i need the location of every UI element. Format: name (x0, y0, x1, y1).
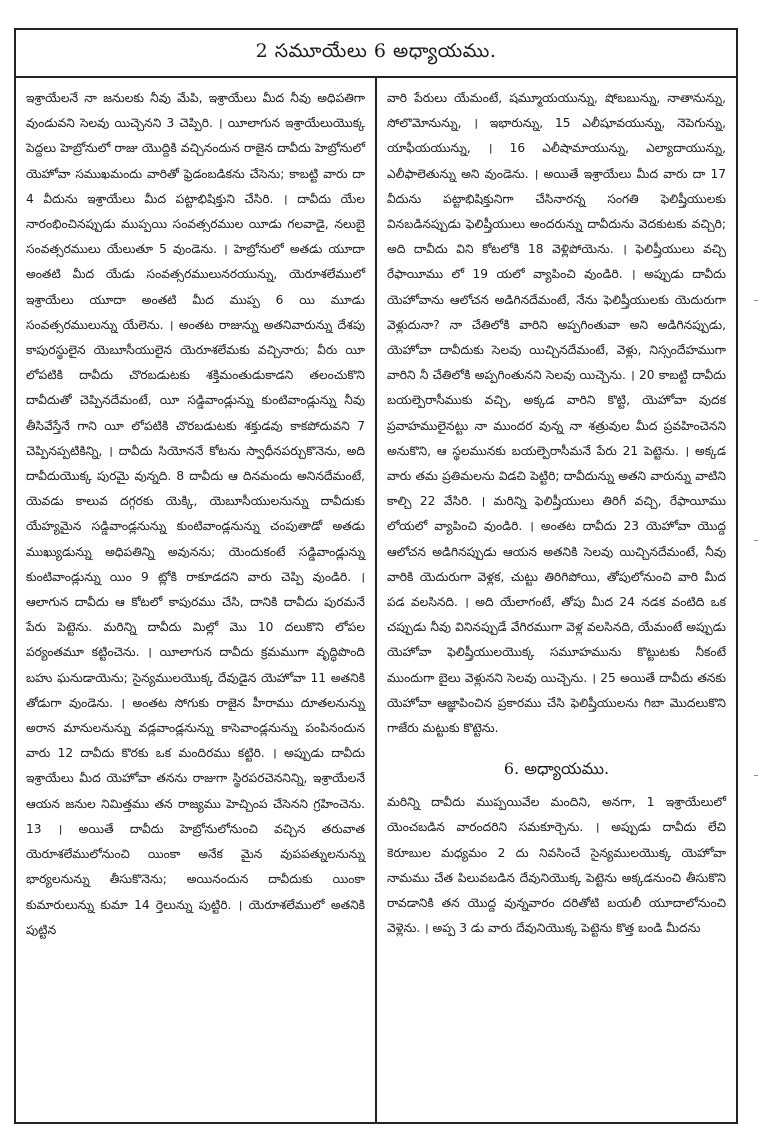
margin-mark (754, 540, 758, 541)
right-column-text: వారి పేరులు యేమంటే, షమ్మూయయున్ను, షోబబున్ను, నాతానున్ను, సోలొమోనున్ను, । ఇభారున్ను, 15 ఎలీషూవయున్ను, నెపెగున్ను, యాఫీయయున్ను, । 16 ఎలీషామాయున్ను, ఎల్యాదాయున్ను, ఎలీఫాలెతున్ను అని వుండెను. । అయితే ఇశ్రాయేలు మీద వారు దా 17 వీదును పట్టాభిషిక్తునిగా చేసినారన్న సంగతి ఫెలిష్తీయులకు వినబడినప్పుడు ఫెలిష్తీయులు అందరున్ను దావీదును వెదకుటకు వచ్చిరి; అది దావీదు విని కోటలోకి 18 వెళ్లిపోయెను. । ఫెలిష్తీయులు వచ్చి రేఫాయీము లో 19 యలో వ్యాపించి వుండిరి. । అప్పుడు దావీదు యెహోవాను ఆలోచన అడిగినదేమంటే, నేను ఫెలిష్తీయులకు యెదురుగా వెళ్లుదునా? నా చేతిలోకి వారిని అప్పగింతువా అని అడిగినప్పుడు, యెహోవా దావీదుకు సెలవు యిచ్చినదేమంటే, వెళ్లు, నిస్సందేహముగా వారిని నీ చేతిలోకి అప్పగింతునని సెలవు యిచ్చెను. । 20 కాబట్టి దావీదు బయల్పెరాసీముకు వచ్చి, అక్కడ వారిని కొట్టి, యెహోవా వుదక ప్రవాహములైనట్టు నా ముందర వున్న నా శత్రువుల మీద ప్రవహించెనని అనుకొని, ఆ స్థలమునకు బయల్పెరాసీమనే పేరు 21 పెట్టెను. । అక్కడ వారు తమ ప్రతిమలను విడచి పెట్టిరి; దావీదున్ను అతని వారున్ను వాటిని కాల్చి 22 వేసిరి. । మరిన్ని ఫెలిష్తీయులు తిరిగీ వచ్చి, రేఫాయీము లోయలో వ్యాపించి వుండిరి. । అంతట దావీదు 23 యెహోవా యొద్ద ఆలోచన అడిగినప్పుడు ఆయన అతనికి సెలవు యిచ్చినదేమంటే, నీవు వారికి యెదురుగా వెళ్లక, చుట్టు తిరిగిపోయి, తోపులోనుంచి వారి మీద పడ వలసినది. । అది యేలాగంటే, తోపు మీద 24 నడక వంటిది ఒక చప్పుడు నీవు వినినప్పుడే వేగిరముగా వెళ్ల వలసినది, యేమంటే అప్పుడు యెహోవా ఫెలిష్తీయులయొక్క సమూహమును కొట్టుటకు నీకంటే ముందుగా బైలు వెళ్లునని సెలవు యిచ్చెను. । 25 అయితే దావీదు తనకు యెహోవా ఆజ్ఞాపించిన ప్రకారము చేసి ఫెలిష్తీయులను గిబా మొదలుకొని గాజేరు మట్టుకు కొట్టెను. (387, 91, 726, 736)
page-header (16, 30, 736, 78)
page-title: 2 సమూయేలు 6 అధ్యాయము. (255, 39, 497, 62)
margin-mark (754, 775, 758, 776)
margin-mark (754, 300, 758, 301)
chapter-opening-text: మరిన్ని దావీదు ముప్పయివేల మందిని, అనగా, 1 ఇశ్రాయేలులో యెంచబడిన వారందరిని సమకూర్చెను. । అప్పుడు దావీదు లేచి కెరూబుల మధ్యమం 2 దు నివసించే సైన్యములయొక్క యెహోవా నామము చేత పిలువబడిన దేవునియొక్క పెట్టెను అక్కడనుంచి తీసుకొని రావడానికి తన యొద్ద వున్నవారం దరితోటి బయలీ యూదాలోనుంచి వెళ్లెను. । అప్ప 3 డు వారు దేవునియొక్క పెట్టెను కొత్త బండి మీదను (387, 795, 726, 936)
page-frame (14, 28, 738, 1124)
two-column-body (16, 78, 736, 1122)
left-column-text: ఇశ్రాయేలనే నా జనులకు నీవు మేపి, ఇశ్రాయేలు మీద నీవు అధిపతిగా వుండువని సెలవు యిచ్చెనని 3 చెప్పిరి. । యీలాగున ఇశ్రాయేలుయొక్క పెద్దలు హెబ్రోనులో రాజు యొద్దికి వచ్చినందున రాజైన దావీదు హెబ్రోనులో యెహోవా సముఖమందు వారితో ఫ్రెడంబడికను చేసెను; కాబట్టి వారు దా 4 వీదును ఇశ్రాయేలు మీద పట్టాభిషిక్తుని చేసిరి. । దావీదు యేల నారంభించినప్పుడు ముప్పయి సంవత్సరముల యీడు గలవాడై, నలుబై సంవత్సరములు యేలుతూ 5 వుండెను. । హెబ్రోనులో అతడు యూదా అంతటి మీద యేడు సంవత్సరములునరయున్ను, యెరూశలేములో ఇశ్రాయేలు యూదా అంతటి మీద ముప్ప 6 యి మూడు సంవత్సరములున్ను యేలెను. । అంతట రాజున్ను అతనివారున్ను దేశపు కాపురస్థులైన యెబూసీయులైన యెరూశలేమకు వచ్చినారు; వీరు యీ లోపటికి దావీదు చొరబడుటకు శక్తిమంతుడుకాడని తలంచుకొని దావీదుతో చెప్పినదేమంటే, యీ సడ్డివాండ్లున్ను కుంటివాండ్లున్ను నీవు తీసివేస్తేనే గాని యీ లోపటికి చొరబడుటకు శక్తుడవు కాకపోదువని 7 చెప్పినప్పటికిన్ని, । దావీదు సియోననే కోటను స్వాధీనపర్చుకొనెను, అది దావీదుయొక్క పురమై వున్నది. 8 దావీదు ఆ దినమందు అనినదేమంటే, యెవడు కాలువ దగ్గరకు యెక్కి, యెబూసీయులనున్ను దావీదుకు యేహ్యమైన సడ్డివాండ్లనున్ను కుంటివాండ్లనున్ను చంపుతాడో అతడు ముఖ్యుడున్ను అధిపతిన్ని అవునను; యెందుకంటే సడ్డివాండ్లున్ను కుంటివాండ్లున్ను యిం 9 ట్లోకి రాకూడదని వారు చెప్పి వుండిరి. । ఆలాగున దావీదు ఆ కోటలో కాపురము చేసి, దానికి దావీదు పురమనే పేరు పెట్టెను. మరిన్ని దావీదు మిల్లో మొ 10 దలుకొని లోపల పర్యంతమూ కట్టించెను. । యీలాగున దావీదు క్రమముగా వృద్ధిపొంది బహు ఘనుడాయెను; సైన్యములయొక్క దేవుడైన యెహోవా 11 అతనికి తోడుగా వుండెను. । అంతట సోగుకు రాజైన హీరాము దూతలనున్ను అరాన మానులనున్ను వడ్లవాండ్లనున్ను కాసెవాండ్లనున్ను పంపినందున వారు 12 దావీదు కొరకు ఒక మందిరము కట్టిరి. । అప్పుడు దావీదు ఇశ్రాయేలు మీద యెహోవా తనను రాజుగా స్థిరపరచెననిన్ని, ఇశ్రాయేలనే ఆయన జనుల నిమిత్తము తన రాజ్యము హెచ్చింప చేసెనని గ్రహించెను. 13 । అయితే దావీదు హెబ్రోనులోనుంచి వచ్చిన తరువాత యెరూశలేములోనుంచి యింకా అనేక మైన వుపపత్నులనున్ను భార్యలనున్ను తీసుకొనెను; అయినందున దావీదుకు యింకా కుమారులున్ను కుమా 14 ర్తెలున్ను పుట్టిరి. । యెరూశలేములో అతనికి పుట్టిన (26, 91, 365, 937)
right-column (377, 78, 736, 1122)
left-column (16, 78, 377, 1122)
chapter-heading: 6. అధ్యాయము. (503, 759, 610, 779)
